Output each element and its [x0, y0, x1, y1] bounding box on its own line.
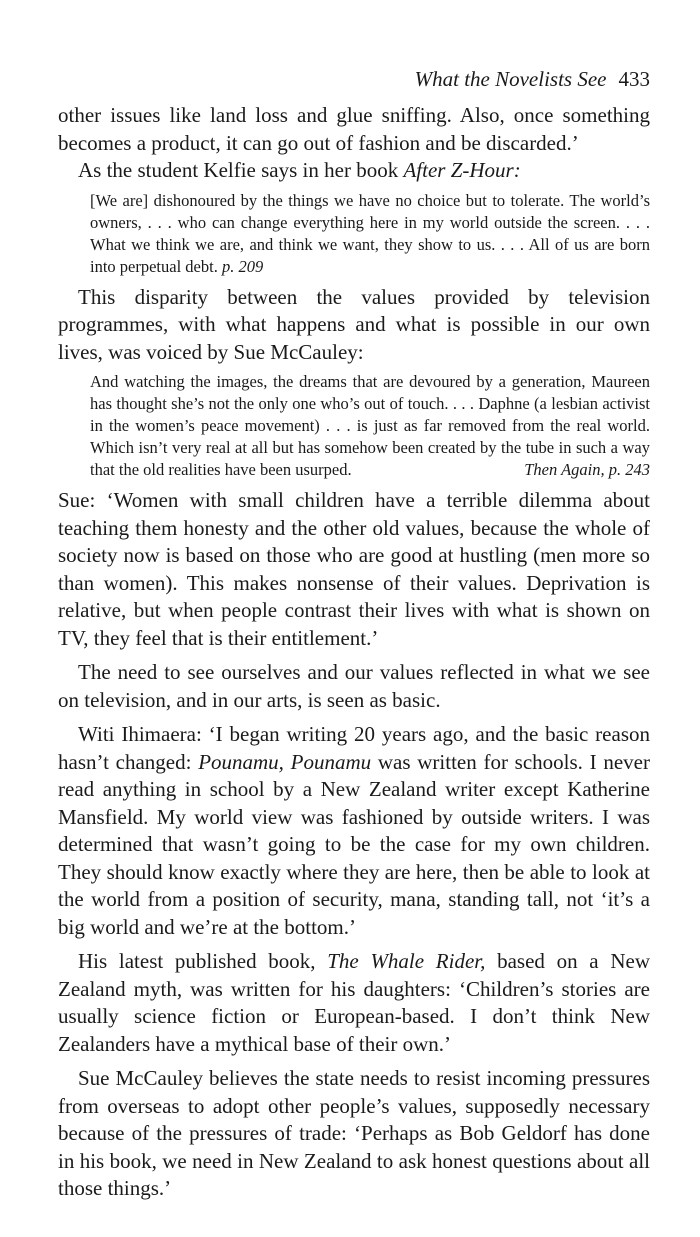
book-title-whale-rider: The Whale Rider,: [327, 949, 486, 973]
quote-mccauley-text: And watching the images, the dreams that are devoured by a generation, Maureen has thought she’s not the only one who’s out of touch. . . . Daphne (a lesbian activist in the women’s peace movement) . . . is just as far removed from the real world. Which isn’t very real at all but has somehow been created by the tube in such a way that the old realities have been usurped.: [90, 372, 650, 479]
quote-mccauley-citation: Then Again, p. 243: [524, 460, 650, 479]
whale-rider-part1: His latest published book,: [78, 949, 328, 973]
whale-rider-part2: based on a New Zealand myth, was written for his daughters: ‘Children’s stories are usually science fiction or European-based. I don’t think New Zealanders have a mythical base of their own.’: [58, 949, 650, 1056]
paragraph-continued: other issues like land loss and glue sniffing. Also, once something becomes a product, it can go out of fashion and be discarded.’: [58, 103, 650, 155]
book-title-after-z-hour: After Z-Hour:: [403, 158, 521, 182]
quote-kelfie-text: [We are] dishonoured by the things we have no choice but to tolerate. The world’s owners, . . . who can change everything here in my world outside the screen. . . . What we think we are, and think we want, they show to us. . . . All of us are born into perpetual debt.: [90, 190, 650, 276]
paragraph-sue-quote: Sue: ‘Women with small children have a terrible dilemma about teaching them honesty and the other old values, because the whole of society now is based on those who are good at hustling (men more so than women). This makes nonsense of their values. Deprivation is relative, but when people contrast their lives with what is shown on TV, they feel that is their entitlement.’: [58, 488, 650, 650]
paragraph-need-to-see: The need to see ourselves and our values reflected in what we see on television, and in our arts, is seen as basic.: [58, 660, 650, 712]
witi-text-part2: was written for schools. I never read anything in school by a New Zealand writer except Katherine Mansfield. My world view was fashioned by outside writers. I was determined that wasn’t going to be the case for my own children. They should know exactly where they are here, then be able to look at the world from a position of security, mana, standing tall, not ‘it’s a big world and we’re at the bottom.’: [58, 749, 650, 939]
running-header: [58, 64, 650, 94]
quote-kelfie-citation: p. 209: [221, 256, 264, 276]
kelfie-intro-text: As the student Kelfie says in her book: [78, 158, 404, 182]
paragraph-kelfie-intro: [58, 157, 650, 185]
book-title-pounamu: Pounamu, Pounamu: [198, 749, 372, 774]
block-quote-mccauley: [90, 371, 650, 481]
block-quote-kelfie: [90, 190, 650, 278]
page-number: 433: [618, 67, 650, 91]
paragraph-disparity: This disparity between the values provided by television programmes, with what happens and what is possible in our own lives, was voiced by Sue McCauley:: [58, 284, 650, 364]
paragraph-witi-ihimaera: [58, 721, 650, 941]
paragraph-state-resist: Sue McCauley believes the state needs to resist incoming pressures from overseas to adopt other people’s values, supposedly necessary because of the pressures of trade: ‘Perhaps as Bob Geldorf has done in his book, we need in New Zealand to ask honest questions about all those things.’: [58, 1066, 650, 1200]
witi-text-part1: Witi Ihimaera: ‘I began writing 20 years ago, and the basic reason hasn’t changed:: [58, 722, 650, 774]
running-title: What the Novelists See: [414, 67, 607, 91]
paragraph-whale-rider: [58, 948, 650, 1058]
